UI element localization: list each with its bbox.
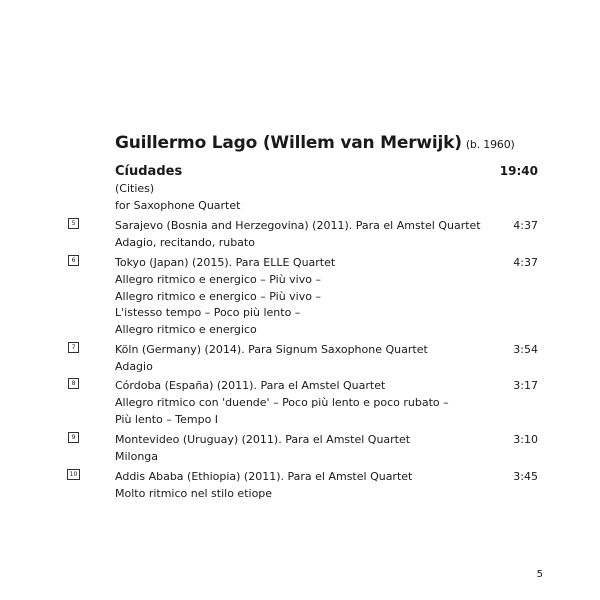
track-title: Addis Ababa (Ethiopia) (2011). Para el Amstel Quartet	[115, 470, 413, 483]
track-duration: 3:54	[513, 343, 538, 356]
work-scoring: for Saxophone Quartet	[115, 199, 241, 212]
composer-heading	[115, 133, 515, 153]
track-tempo: Allegro ritmico e energico – Più vivo –	[115, 290, 321, 303]
work-title: Cíudades	[115, 164, 183, 179]
track-number: 7	[68, 342, 79, 353]
track-duration: 3:45	[513, 470, 538, 483]
track-number: 10	[67, 469, 80, 480]
track-tempo: Milonga	[115, 450, 159, 463]
composer-dates: (b. 1960)	[465, 138, 515, 151]
track-tempo: Adagio, recitando, rubato	[115, 236, 255, 249]
track-duration: 3:10	[513, 433, 538, 446]
track-title: Córdoba (España) (2011). Para el Amstel Quartet	[115, 379, 386, 392]
track-tempo: Allegro ritmico e energico	[115, 323, 257, 336]
track-number: 8	[68, 378, 79, 389]
track-tempo: L'istesso tempo – Poco più lento –	[115, 306, 301, 319]
composer-name: Guillermo Lago (Willem van Merwijk)	[115, 133, 462, 153]
track-duration: 4:37	[513, 219, 538, 232]
track-tempo: Più lento – Tempo I	[115, 413, 219, 426]
track-tempo: Allegro ritmico e energico – Più vivo –	[115, 273, 321, 286]
track-tempo: Allegro ritmico con 'duende' – Poco più lento e poco rubato –	[115, 396, 449, 409]
track-number: 9	[68, 432, 79, 443]
track-number: 5	[68, 218, 79, 229]
track-tempo: Adagio	[115, 360, 153, 373]
track-title: Sarajevo (Bosnia and Herzegovina) (2011). Para el Amstel Quartet	[115, 219, 481, 232]
page-number: 5	[536, 569, 543, 580]
track-title: Montevideo (Uruguay) (2011). Para el Amstel Quartet	[115, 433, 411, 446]
track-title: Köln (Germany) (2014). Para Signum Saxophone Quartet	[115, 343, 428, 356]
track-duration: 3:17	[513, 379, 538, 392]
track-duration: 4:37	[513, 256, 538, 269]
track-number: 6	[68, 255, 79, 266]
track-title: Tokyo (Japan) (2015). Para ELLE Quartet	[115, 256, 336, 269]
work-total-duration: 19:40	[499, 164, 538, 178]
track-tempo: Molto ritmico nel stilo etiope	[115, 487, 273, 500]
work-subtitle: (Cities)	[115, 182, 155, 195]
